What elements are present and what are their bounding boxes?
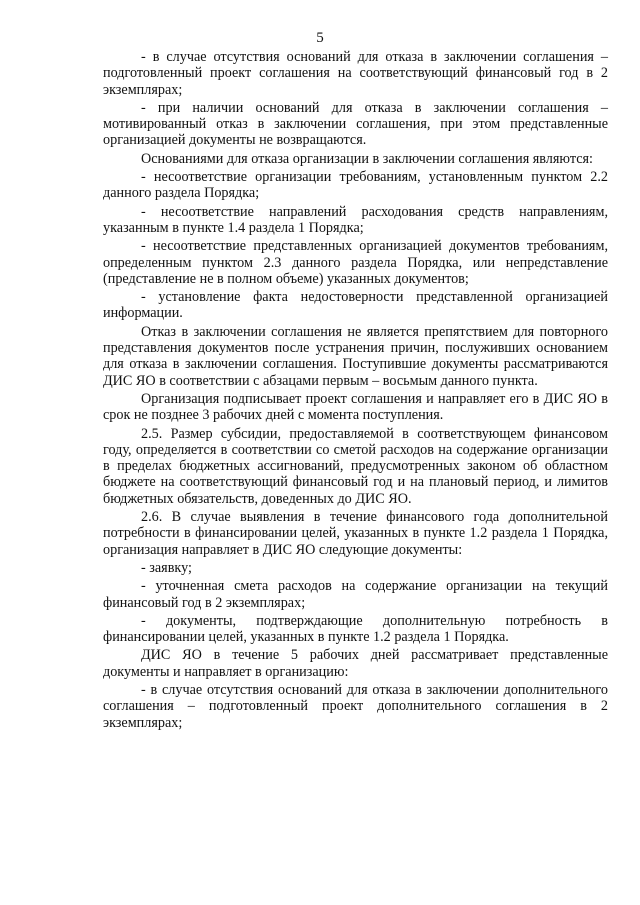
document-body — [103, 49, 608, 733]
paragraph-review: ДИС ЯО в течение 5 рабочих дней рассматривает представленные документы и направляет в организацию: — [103, 647, 608, 680]
list-item-application: - заявку; — [141, 559, 192, 576]
list-item-additional-agreement-draft: - в случае отсутствия оснований для отказа в заключении дополнительного соглашения – подготовленный проект дополнительного соглашения в 2 экземплярах; — [103, 681, 608, 731]
paragraph-refusal-grounds-intro: Основаниями для отказа организации в заключении соглашения являются: — [141, 150, 593, 167]
list-item-supporting-documents: - документы, подтверждающие дополнительную потребность в финансировании целей, указанных в пункте 1.2 раздела 1 Порядка. — [103, 612, 608, 646]
list-item-requirements-mismatch: - несоответствие организации требованиям, установленным пунктом 2.2 данного раздела Порядка; — [103, 169, 608, 202]
paragraph-grounds-refusal: - при наличии оснований для отказа в заключении соглашения – мотивированный отказ в заключении соглашения, при этом представленные организацией документы не возвращаются. — [103, 99, 608, 149]
list-item-false-information: - установление факта недостоверности представленной организацией информации. — [103, 289, 608, 322]
list-item-documents-mismatch: - несоответствие представленных организацией документов требованиям, определенным пунктом 2.3 данного раздела Порядка, или непредставление (представление не в полном объеме) указанных документов; — [103, 238, 608, 287]
paragraph-section-2-5: 2.5. Размер субсидии, предоставляемой в соответствующем финансовом году, определяется в соответствии со сметой расходов на содержание организации в пределах бюджетных ассигнований, предусмотренных законом об областном бюджете на соответствующий финансовый год и на плановый период, и лимитов бюджетных обязательств, доведенных до ДИС ЯО. — [103, 425, 608, 507]
paragraph-resubmission: Отказ в заключении соглашения не является препятствием для повторного представления документов после устранения причин, послуживших основанием для отказа в заключении соглашения. Поступившие документы рассматриваются ДИС ЯО в соответствии с абзацами первым – восьмым данного пункта. — [103, 323, 608, 389]
paragraph-no-grounds-draft: - в случае отсутствия оснований для отказа в заключении соглашения – подготовленный проект соглашения на соответствующий финансовый год в 2 экземплярах; — [103, 49, 608, 98]
list-item-updated-estimate: - уточненная смета расходов на содержание организации на текущий финансовый год в 2 экземплярах; — [103, 578, 608, 611]
paragraph-signing: Организация подписывает проект соглашения и направляет его в ДИС ЯО в срок не позднее 3 рабочих дней с момента поступления. — [103, 390, 608, 424]
list-item-spending-mismatch: - несоответствие направлений расходования средств направлениям, указанным в пункте 1.4 раздела 1 Порядка; — [103, 203, 608, 236]
paragraph-section-2-6: 2.6. В случае выявления в течение финансового года дополнительной потребности в финансировании целей, указанных в пункте 1.2 раздела 1 Порядка, организация направляет в ДИС ЯО следующие документы: — [103, 509, 608, 558]
page-number: 5 — [316, 30, 324, 46]
